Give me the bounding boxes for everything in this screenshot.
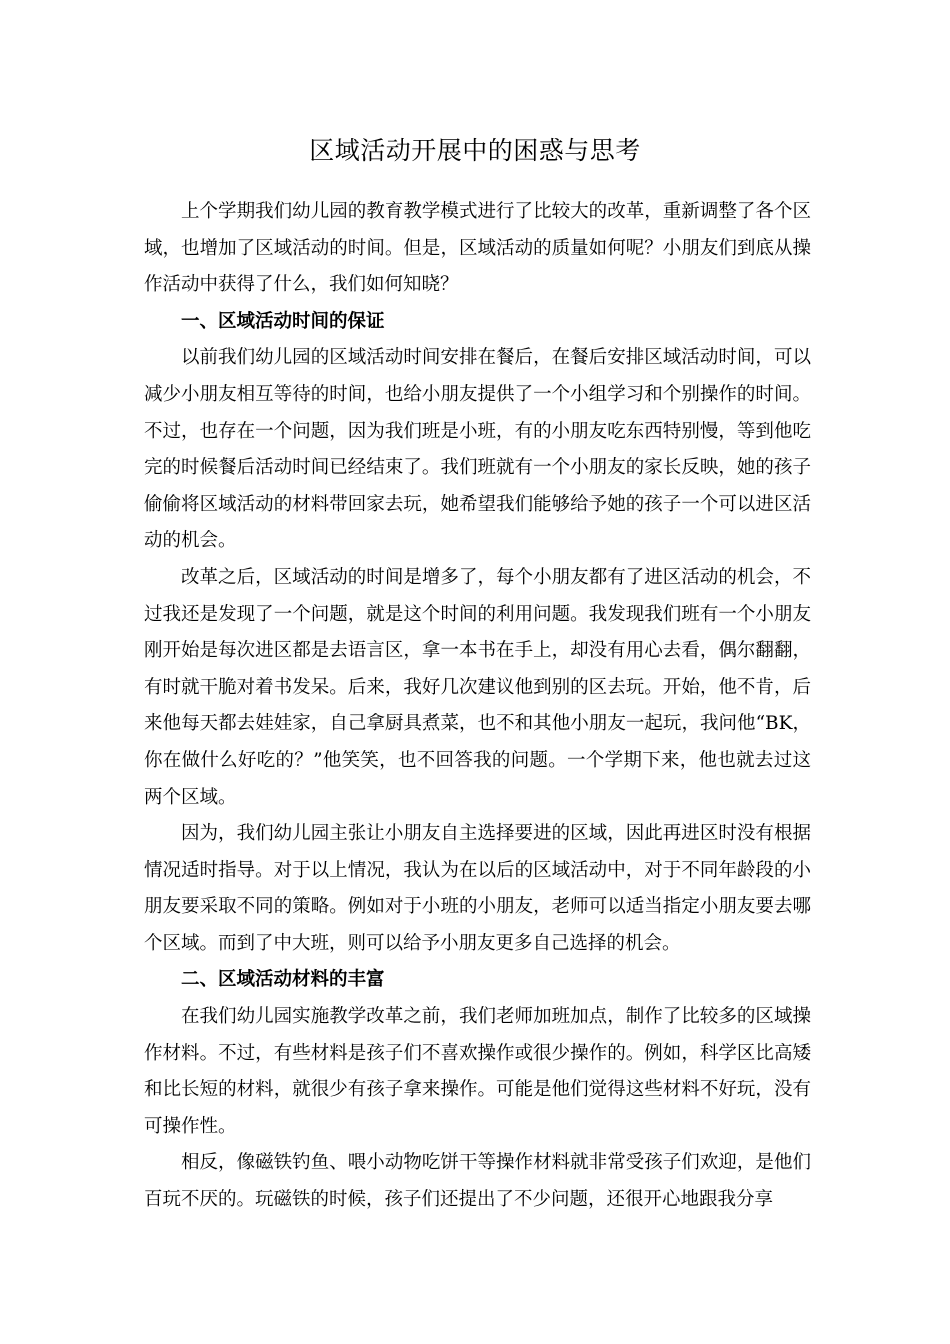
section-1-heading: 一、区域活动时间的保证: [181, 310, 385, 332]
section-1-paragraph-3: 因为，我们幼儿园主张让小朋友自主选择要进的区域，因此再进区时没有根据情况适时指导。对于以上情况，我认为在以后的区域活动中，对于不同年龄段的小朋友要采取不同的策略。例如对于小班的小朋友，老师可以适当指定小朋友要去哪个区域。而到了中大班，则可以给予小朋友更多自己选择的机会。: [144, 823, 811, 954]
section-2-paragraph-2: 相反，像磁铁钓鱼、喂小动物吃饼干等操作材料就非常受孩子们欢迎，是他们百玩不厌的。玩磁铁的时候，孩子们还提出了不少问题，还很开心地跟我分享: [144, 1152, 811, 1211]
section-1-paragraph-1: 以前我们幼儿园的区域活动时间安排在餐后，在餐后安排区域活动时间，可以减少小朋友相互等待的时间，也给小朋友提供了一个小组学习和个别操作的时间。不过，也存在一个问题，因为我们班是小班，有的小朋友吃东西特别慢，等到他吃完的时候餐后活动时间已经结束了。我们班就有一个小朋友的家长反映，她的孩子偷偷将区域活动的材料带回家去玩，她希望我们能够给予她的孩子一个可以进区活动的机会。: [144, 347, 811, 552]
intro-paragraph: 上个学期我们幼儿园的教育教学模式进行了比较大的改革，重新调整了各个区域，也增加了区域活动的时间。但是，区域活动的质量如何呢？小朋友们到底从操作活动中获得了什么，我们如何知晓？: [144, 201, 811, 296]
document-body: [144, 194, 811, 1219]
section-2-paragraph-1: 在我们幼儿园实施教学改革之前，我们老师加班加点，制作了比较多的区域操作材料。不过，有些材料是孩子们不喜欢操作或很少操作的。例如，科学区比高矮和比长短的材料，就很少有孩子拿来操作。可能是他们觉得这些材料不好玩，没有可操作性。: [144, 1006, 811, 1137]
section-2-heading: 二、区域活动材料的丰富: [181, 969, 385, 991]
section-1-paragraph-2: 改革之后，区域活动的时间是增多了，每个小朋友都有了进区活动的机会，不过我还是发现了一个问题，就是这个时间的利用问题。我发现我们班有一个小朋友刚开始是每次进区都是去语言区，拿一本书在手上，却没有用心去看，偶尔翻翻，有时就干脆对着书发呆。后来，我好几次建议他到别的区去玩。开始，他不肯，后来他每天都去娃娃家，自己拿厨具煮菜，也不和其他小朋友一起玩，我问他“BK，你在做什么好吃的？”他笑笑，也不回答我的问题。一个学期下来，他也就去过这两个区域。: [144, 566, 811, 808]
document-title: 区域活动开展中的困惑与思考: [309, 136, 641, 165]
